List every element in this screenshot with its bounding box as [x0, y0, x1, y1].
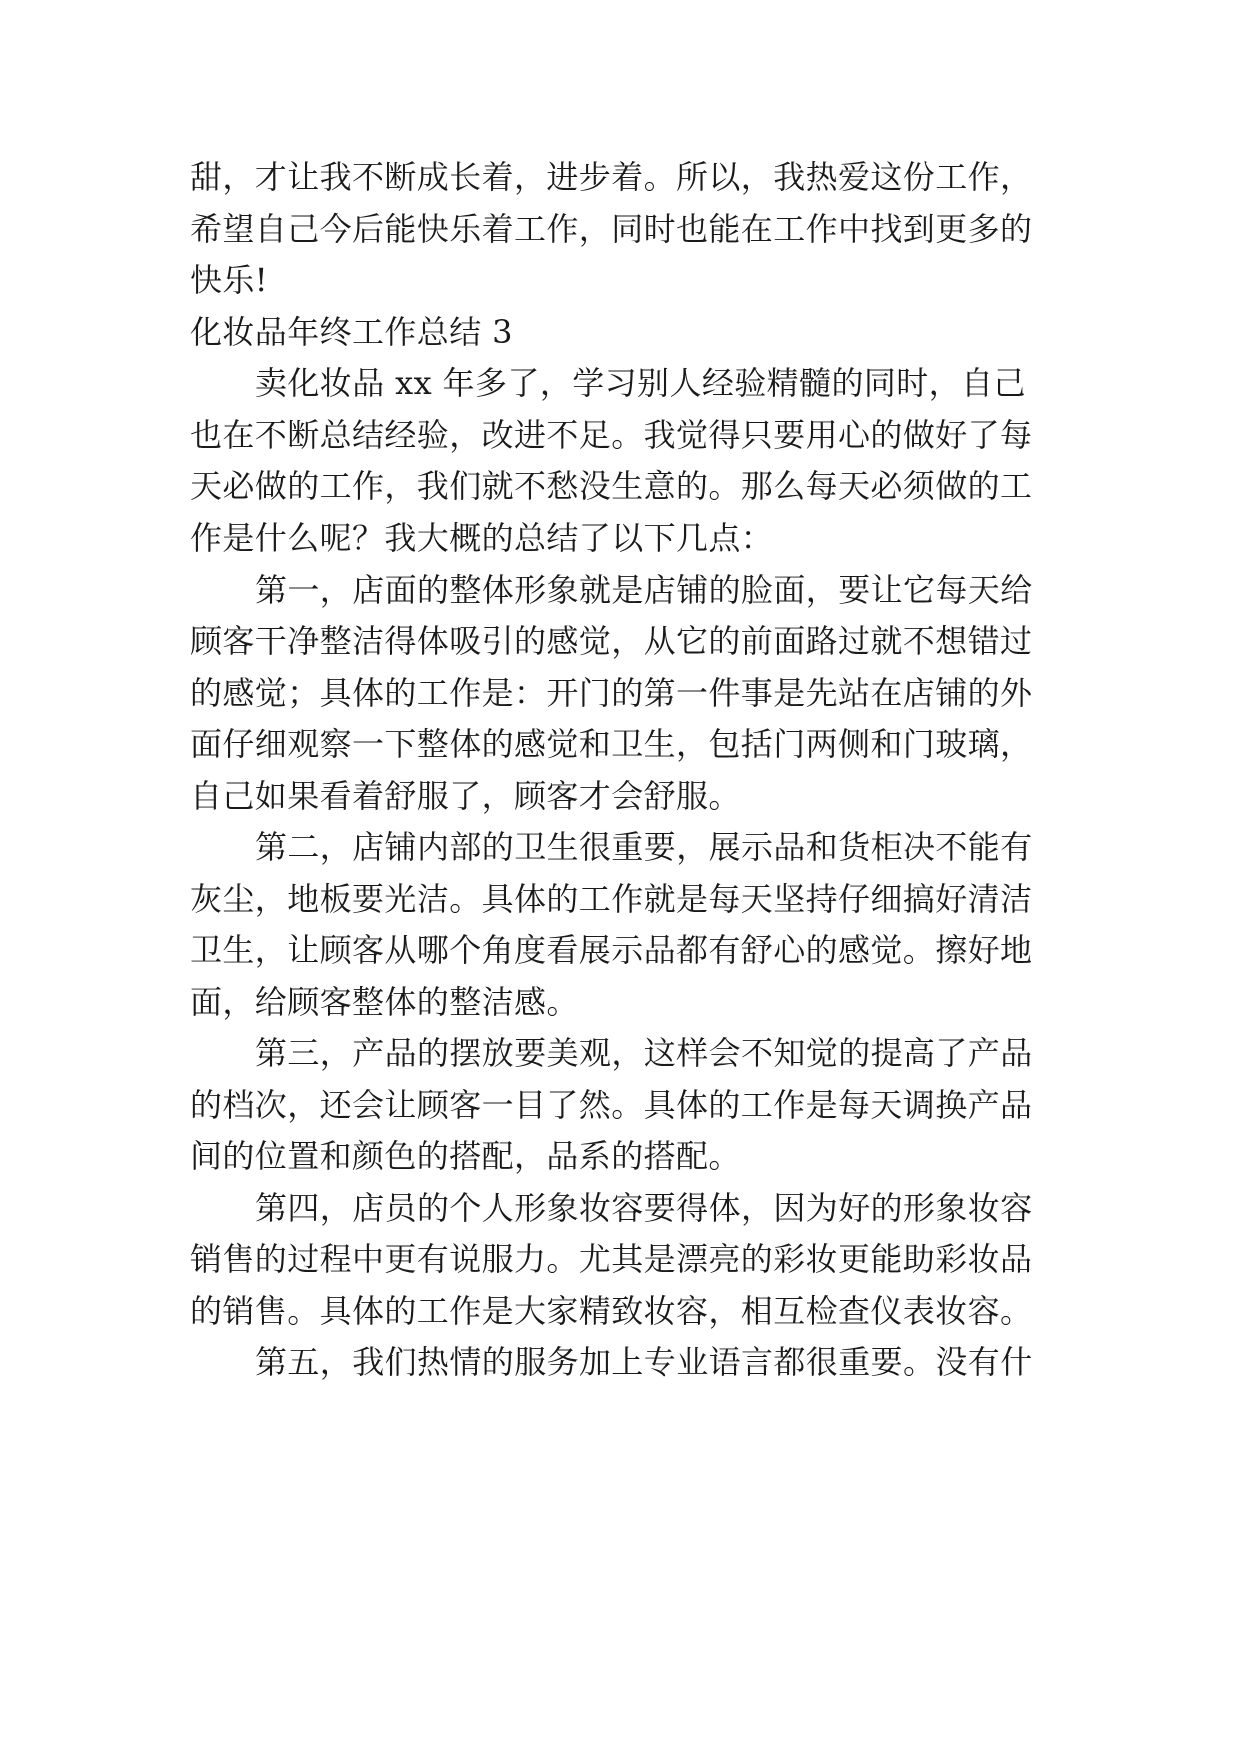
paragraph-start: 第五，我们热情的服务加上专业语言都很重要。没有什: [255, 1343, 1033, 1381]
text-line: 灰尘，地板要光洁。具体的工作就是每天坚持仔细搞好清洁: [190, 880, 1033, 918]
text-line: 甜，才让我不断成长着，进步着。所以，我热爱这份工作，: [190, 158, 1033, 196]
paragraph-start: 卖化妆品 xx 年多了，学习别人经验精髓的同时，自己: [255, 364, 1026, 402]
text-line: 销售的过程中更有说服力。尤其是漂亮的彩妆更能助彩妆品: [190, 1240, 1033, 1278]
text-line: 作是什么呢？我大概的总结了以下几点：: [190, 519, 774, 557]
text-line: 面，给顾客整体的整洁感。: [190, 983, 579, 1021]
paragraph-start: 第二，店铺内部的卫生很重要，展示品和货柜决不能有: [255, 828, 1033, 866]
text-line: 间的位置和颜色的搭配，品系的搭配。: [190, 1137, 741, 1175]
text-line: 自己如果看着舒服了，顾客才会舒服。: [190, 777, 741, 815]
text-line: 的销售。具体的工作是大家精致妆容，相互检查仪表妆容。: [190, 1292, 1033, 1330]
paragraph-start: 第三，产品的摆放要美观，这样会不知觉的提高了产品: [255, 1034, 1033, 1072]
text-line: 快乐!: [190, 261, 269, 299]
text-line: 顾客干净整洁得体吸引的感觉，从它的前面路过就不想错过: [190, 622, 1033, 660]
text-line: 卫生，让顾客从哪个角度看展示品都有舒心的感觉。擦好地: [190, 931, 1033, 969]
text-line: 天必做的工作，我们就不愁没生意的。那么每天必须做的工: [190, 467, 1033, 505]
paragraph-start: 第一，店面的整体形象就是店铺的脸面，要让它每天给: [255, 571, 1033, 609]
text-line: 希望自己今后能快乐着工作，同时也能在工作中找到更多的: [190, 210, 1033, 248]
text-line: 的档次，还会让顾客一目了然。具体的工作是每天调换产品: [190, 1086, 1033, 1124]
text-line: 也在不断总结经验，改进不足。我觉得只要用心的做好了每: [190, 416, 1033, 454]
text-line: 面仔细观察一下整体的感觉和卫生，包括门两侧和门玻璃，: [190, 725, 1033, 763]
text-line: 的感觉；具体的工作是：开门的第一件事是先站在店铺的外: [190, 674, 1033, 712]
section-heading: 化妆品年终工作总结 3: [190, 313, 513, 351]
paragraph-start: 第四，店员的个人形象妆容要得体，因为好的形象妆容: [255, 1189, 1033, 1227]
